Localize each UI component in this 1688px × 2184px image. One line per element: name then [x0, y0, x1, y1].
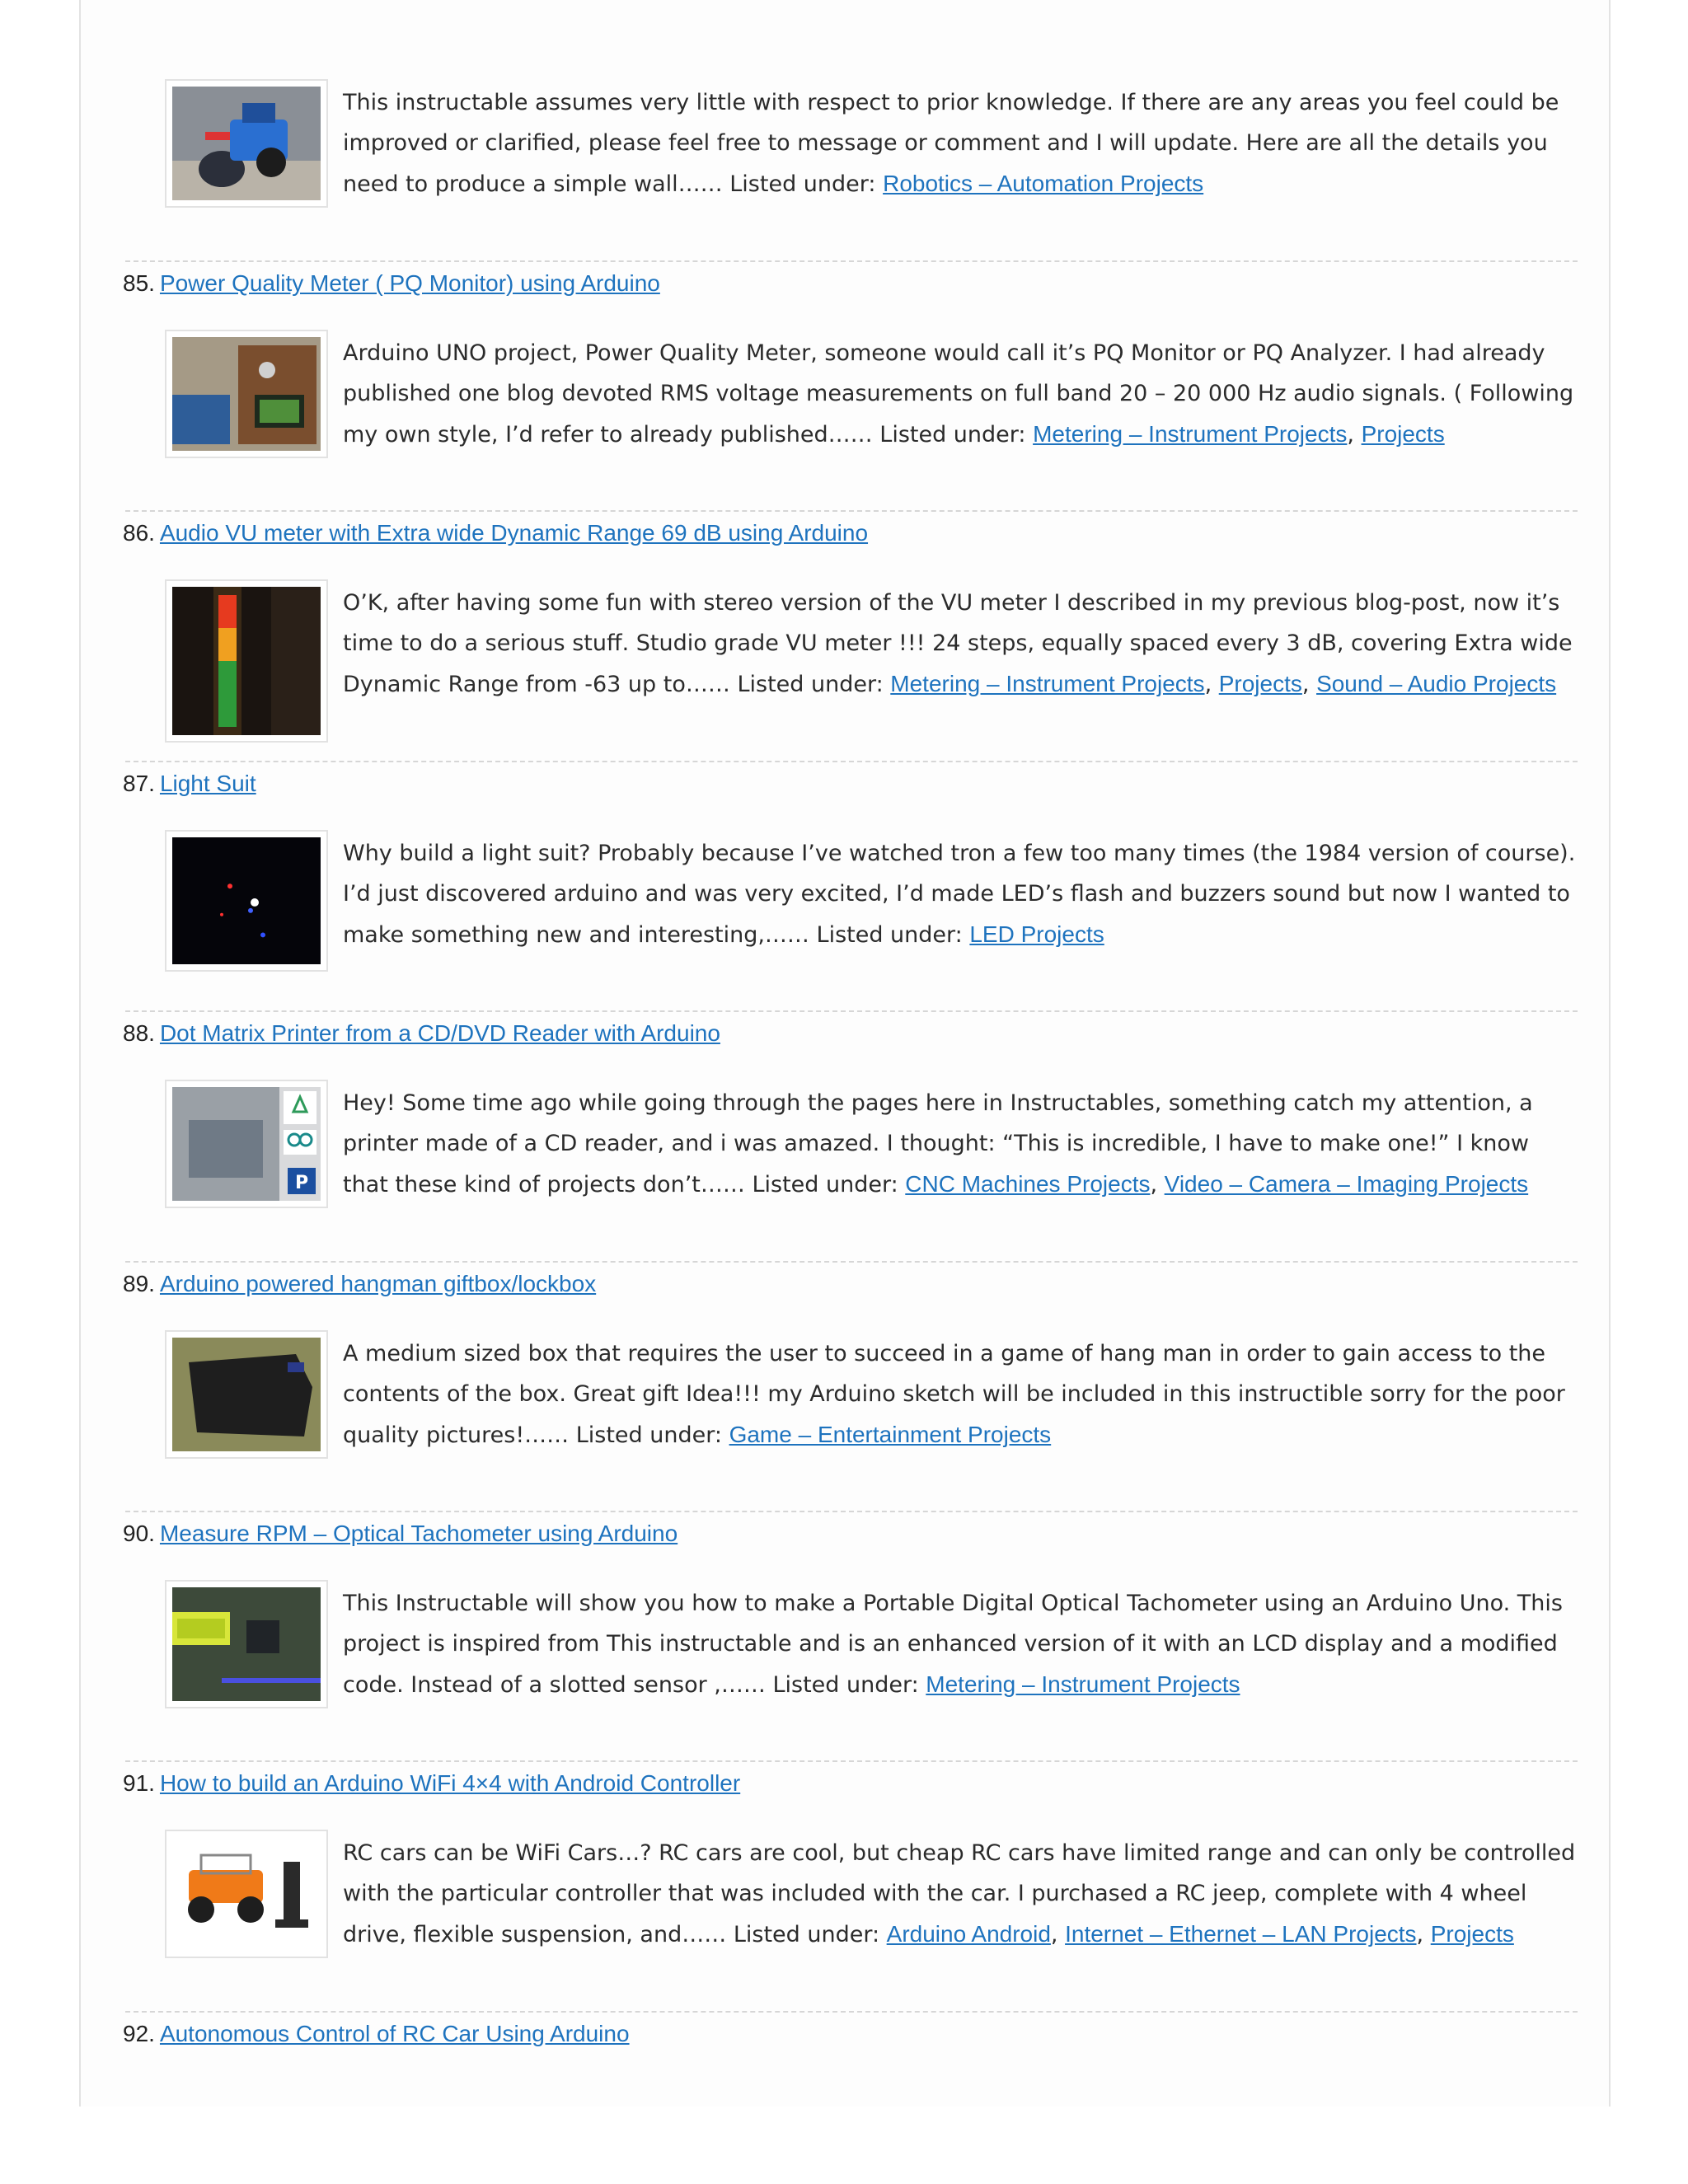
category-link[interactable]: Metering – Instrument Projects [926, 1671, 1240, 1697]
entry-85-thumbnail[interactable] [165, 330, 328, 458]
entry-86-description: O’K, after having some fun with stereo version of the VU meter I described in my previous blog-post, now it’s time to do a serious stuff. Studio grade VU meter !!! 24 steps, equally spaced every 3 dB, covering Extra wide Dynamic Range from -63 up to…… Listed under: Metering – Instrument Projects, Projects, Sound – Audio Projects [343, 590, 1573, 697]
svg-text:P: P [294, 1173, 309, 1193]
entry-88-thumbnail[interactable] [165, 1080, 328, 1208]
entry-89-description: A medium sized box that requires the user to succeed in a game of hang man in order to gain access to the contents of the box. Great gift Idea!!! my Arduino sketch will be included in this instructible sorry for the poor quality pictures!…… Listed under: Game – Entertainment Projects [343, 1341, 1565, 1448]
entry-84-thumbnail[interactable] [165, 79, 328, 208]
entry-88-description: Hey! Some time ago while going through the pages here in Instructables, something catch my attention, a printer made of a CD reader, and i was amazed. I thought: “This is incredible, I have to make one!” I know that these kind of projects don’t…… Listed under: CNC Machines Projects, Video – Camera – Imaging Projects [343, 1090, 1533, 1197]
category-link[interactable]: Projects [1361, 421, 1445, 447]
entry-87-title-link[interactable]: Light Suit [159, 771, 256, 796]
category-link[interactable]: Metering – Instrument Projects [890, 671, 1205, 696]
entry-87-thumbnail[interactable] [165, 830, 328, 972]
giftbox-photo [172, 1338, 321, 1451]
page-content [79, 0, 1611, 2107]
printer-photo [172, 1087, 321, 1201]
entry-88-header [125, 1010, 1578, 1050]
category-link[interactable]: Metering – Instrument Projects [1033, 421, 1348, 447]
entry-90-title-link[interactable]: Measure RPM – Optical Tachometer using Arduino [159, 1521, 678, 1546]
entry-91-title-link[interactable]: How to build an Arduino WiFi 4×4 with Android Controller [159, 1770, 741, 1796]
entry-90-description: This Instructable will show you how to make a Portable Digital Optical Tachometer using an Arduino Uno. This project is inspired from This instructable and is an enhanced version of it with an LCD display and a modified code. Instead of a slotted sensor ,…… Listed under: Metering – Instrument Projects [343, 1591, 1563, 1698]
entry-89-title-link[interactable]: Arduino powered hangman giftbox/lockbox [159, 1271, 597, 1296]
category-link[interactable]: LED Projects [969, 921, 1104, 947]
entry-number: 85. [123, 270, 155, 296]
category-link[interactable]: Arduino Android [886, 1921, 1051, 1947]
category-link[interactable]: CNC Machines Projects [905, 1171, 1151, 1197]
entry-number: 89. [123, 1271, 155, 1296]
vu-meter-photo [172, 587, 321, 735]
entry-86-title-link[interactable]: Audio VU meter with Extra wide Dynamic Range 69 dB using Arduino [159, 520, 869, 546]
entry-86-thumbnail[interactable] [165, 579, 328, 743]
category-link[interactable]: Sound – Audio Projects [1316, 671, 1557, 696]
category-link[interactable]: Projects [1218, 671, 1302, 696]
tachometer-photo [172, 1587, 321, 1701]
entry-89-header [125, 1261, 1578, 1301]
category-link[interactable]: Robotics – Automation Projects [883, 171, 1204, 196]
entry-91-description: RC cars can be WiFi Cars…? RC cars are cool, but cheap RC cars have limited range and can only be controlled with the particular controller that was included with the car. I purchased a RC jeep, complete with 4 wheel drive, flexible suspension, and…… Listed under: Arduino Android, Internet – Ethernet – LAN Projects, Projects [343, 1840, 1576, 1947]
entry-84-description: This instructable assumes very little with respect to prior knowledge. If there are any areas you feel could be improved or clarified, please feel free to message or comment and I will update. Here are all the details you need to produce a simple wall…… Listed under: Robotics – Automation Projects [343, 90, 1559, 197]
entry-90-thumbnail[interactable] [165, 1580, 328, 1708]
entry-91-thumbnail[interactable] [165, 1830, 328, 1958]
entry-number: 86. [123, 520, 155, 546]
entry-number: 91. [123, 1770, 155, 1796]
category-link[interactable]: Video – Camera – Imaging Projects [1164, 1171, 1529, 1197]
entry-85-header [125, 260, 1578, 300]
entry-86-header [125, 510, 1578, 550]
entry-number: 87. [123, 771, 155, 796]
entry-88-title-link[interactable]: Dot Matrix Printer from a CD/DVD Reader with Arduino [159, 1020, 720, 1046]
entry-85-description: Arduino UNO project, Power Quality Meter, someone would call it’s PQ Monitor or PQ Analyzer. I had already published one blog devoted RMS voltage measurements on full band 20 – 20 000 Hz audio signals. ( Following my own style, I’d refer to already published…… Listed under: Metering – Instrument Projects, Projects [343, 340, 1574, 448]
entry-number: 88. [123, 1020, 155, 1046]
rc-jeep-photo [172, 1837, 321, 1951]
category-link[interactable]: Internet – Ethernet – LAN Projects [1065, 1921, 1417, 1947]
pq-meter-photo [172, 337, 321, 451]
entry-90-header [125, 1511, 1578, 1550]
category-link[interactable]: Game – Entertainment Projects [729, 1422, 1052, 1447]
entry-number: 92. [123, 2021, 155, 2046]
entry-87-description: Why build a light suit? Probably because I’ve watched tron a few too many times (the 1984 version of course). I’d just discovered arduino and was very excited, I’d made LED’s flash and buzzers sound but now I wanted to make something new and interesting,…… Listed under: LED Projects [343, 841, 1576, 948]
entry-85-title-link[interactable]: Power Quality Meter ( PQ Monitor) using Arduino [159, 270, 660, 296]
entry-91-header [125, 1760, 1578, 1800]
entry-89-thumbnail[interactable] [165, 1330, 328, 1459]
entry-number: 90. [123, 1521, 155, 1546]
robot-photo [172, 87, 321, 200]
entry-92-title-link[interactable]: Autonomous Control of RC Car Using Arduino [159, 2021, 630, 2046]
entry-92-header [125, 2011, 1578, 2050]
category-link[interactable]: Projects [1430, 1921, 1514, 1947]
light-suit-photo [172, 837, 321, 964]
entry-87-header [125, 761, 1578, 800]
